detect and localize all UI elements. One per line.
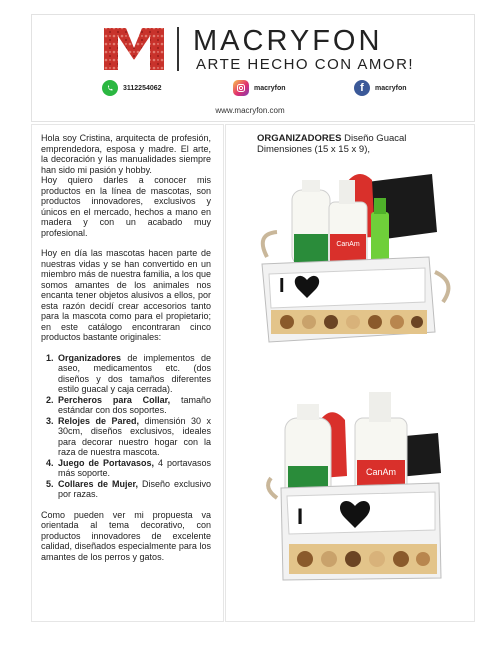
facebook-contact[interactable] <box>354 80 407 96</box>
svg-text:I: I <box>279 275 285 297</box>
product-list-item: 5. Collares de Mujer, Diseño exclusivo por razas. <box>56 479 211 500</box>
closing-paragraph: Como pueden ver mi propuesta va orientada al tema decorativo, con productos innovadores de excelente calidad, diseñados especialmente para los amantes de los perros y gatos. <box>41 509 211 562</box>
instagram-handle: macryfon <box>254 84 286 92</box>
product-list <box>41 353 211 500</box>
svg-text:I: I <box>297 504 304 529</box>
whatsapp-contact[interactable] <box>102 80 162 96</box>
facebook-handle: macryfon <box>375 84 407 92</box>
intro-paragraph-1: Hola soy Cristina, arquitecta de profesión, emprendedora, esposa y madre. El arte, la decoración y las manualidades siempre han sido mi pasión y hobby. <box>41 133 211 175</box>
svg-text:CanAm: CanAm <box>365 467 397 477</box>
phone-number: 3112254062 <box>123 84 162 92</box>
product-list-item: 2. Percheros para Collar, tamaño estándar con dos soportes. <box>56 395 211 416</box>
facebook-icon: f <box>354 80 370 96</box>
brand-name: MACRYFON <box>193 25 383 57</box>
feature-title: ORGANIZADORES Diseño Guacal Dimensiones (15 x 15 x 9), <box>257 133 407 155</box>
header-divider <box>177 27 179 71</box>
whatsapp-icon <box>102 80 118 96</box>
instagram-contact[interactable] <box>233 80 286 96</box>
website-url[interactable]: www.macryfon.com <box>215 106 285 115</box>
svg-text:CanAm: CanAm <box>336 241 360 248</box>
product-list-item: 4. Juego de Portavasos, 4 portavasos más soporte. <box>56 458 211 479</box>
intro-paragraph-3: Hoy en día las mascotas hacen parte de nuestras vidas y se han convertido en un miembro más de nuestra familia, a los que somos amantes de los animales nos encanta tener objetos alusivos a ellos, por esta razón decidí crear accesorios tanto para la mascota como para el propietario; en este catálogo encontraran cinco productos bastante originales: <box>41 248 211 342</box>
organizer-photo-1 <box>247 162 459 356</box>
intro-text <box>41 133 211 562</box>
macryfon-logo <box>104 26 164 72</box>
intro-paragraph-2: Hoy quiero darles a conocer mis productos en la línea de mascotas, son productos innovadores, exclusivos y únicos en el mercado, hechos a mano en madera y con un acabado muy profesional. <box>41 175 211 238</box>
feature-dimensions: Dimensiones (15 x 15 x 9), <box>257 144 370 155</box>
product-list-item: 3. Relojes de Pared, dimensión 30 x 30cm, diseños exclusivos, ideales para decorar nuestro hogar con la raza de nuestra mascota. <box>56 416 211 458</box>
product-list-item: 1. Organizadores de implementos de aseo, medicamentos etc. (dos diseños y dos tamaños diferentes estilo guacal y caja cerrada). <box>56 353 211 395</box>
organizer-photo-2 <box>263 378 445 585</box>
instagram-icon <box>233 80 249 96</box>
brand-tagline: ARTE HECHO CON AMOR! <box>196 56 415 73</box>
